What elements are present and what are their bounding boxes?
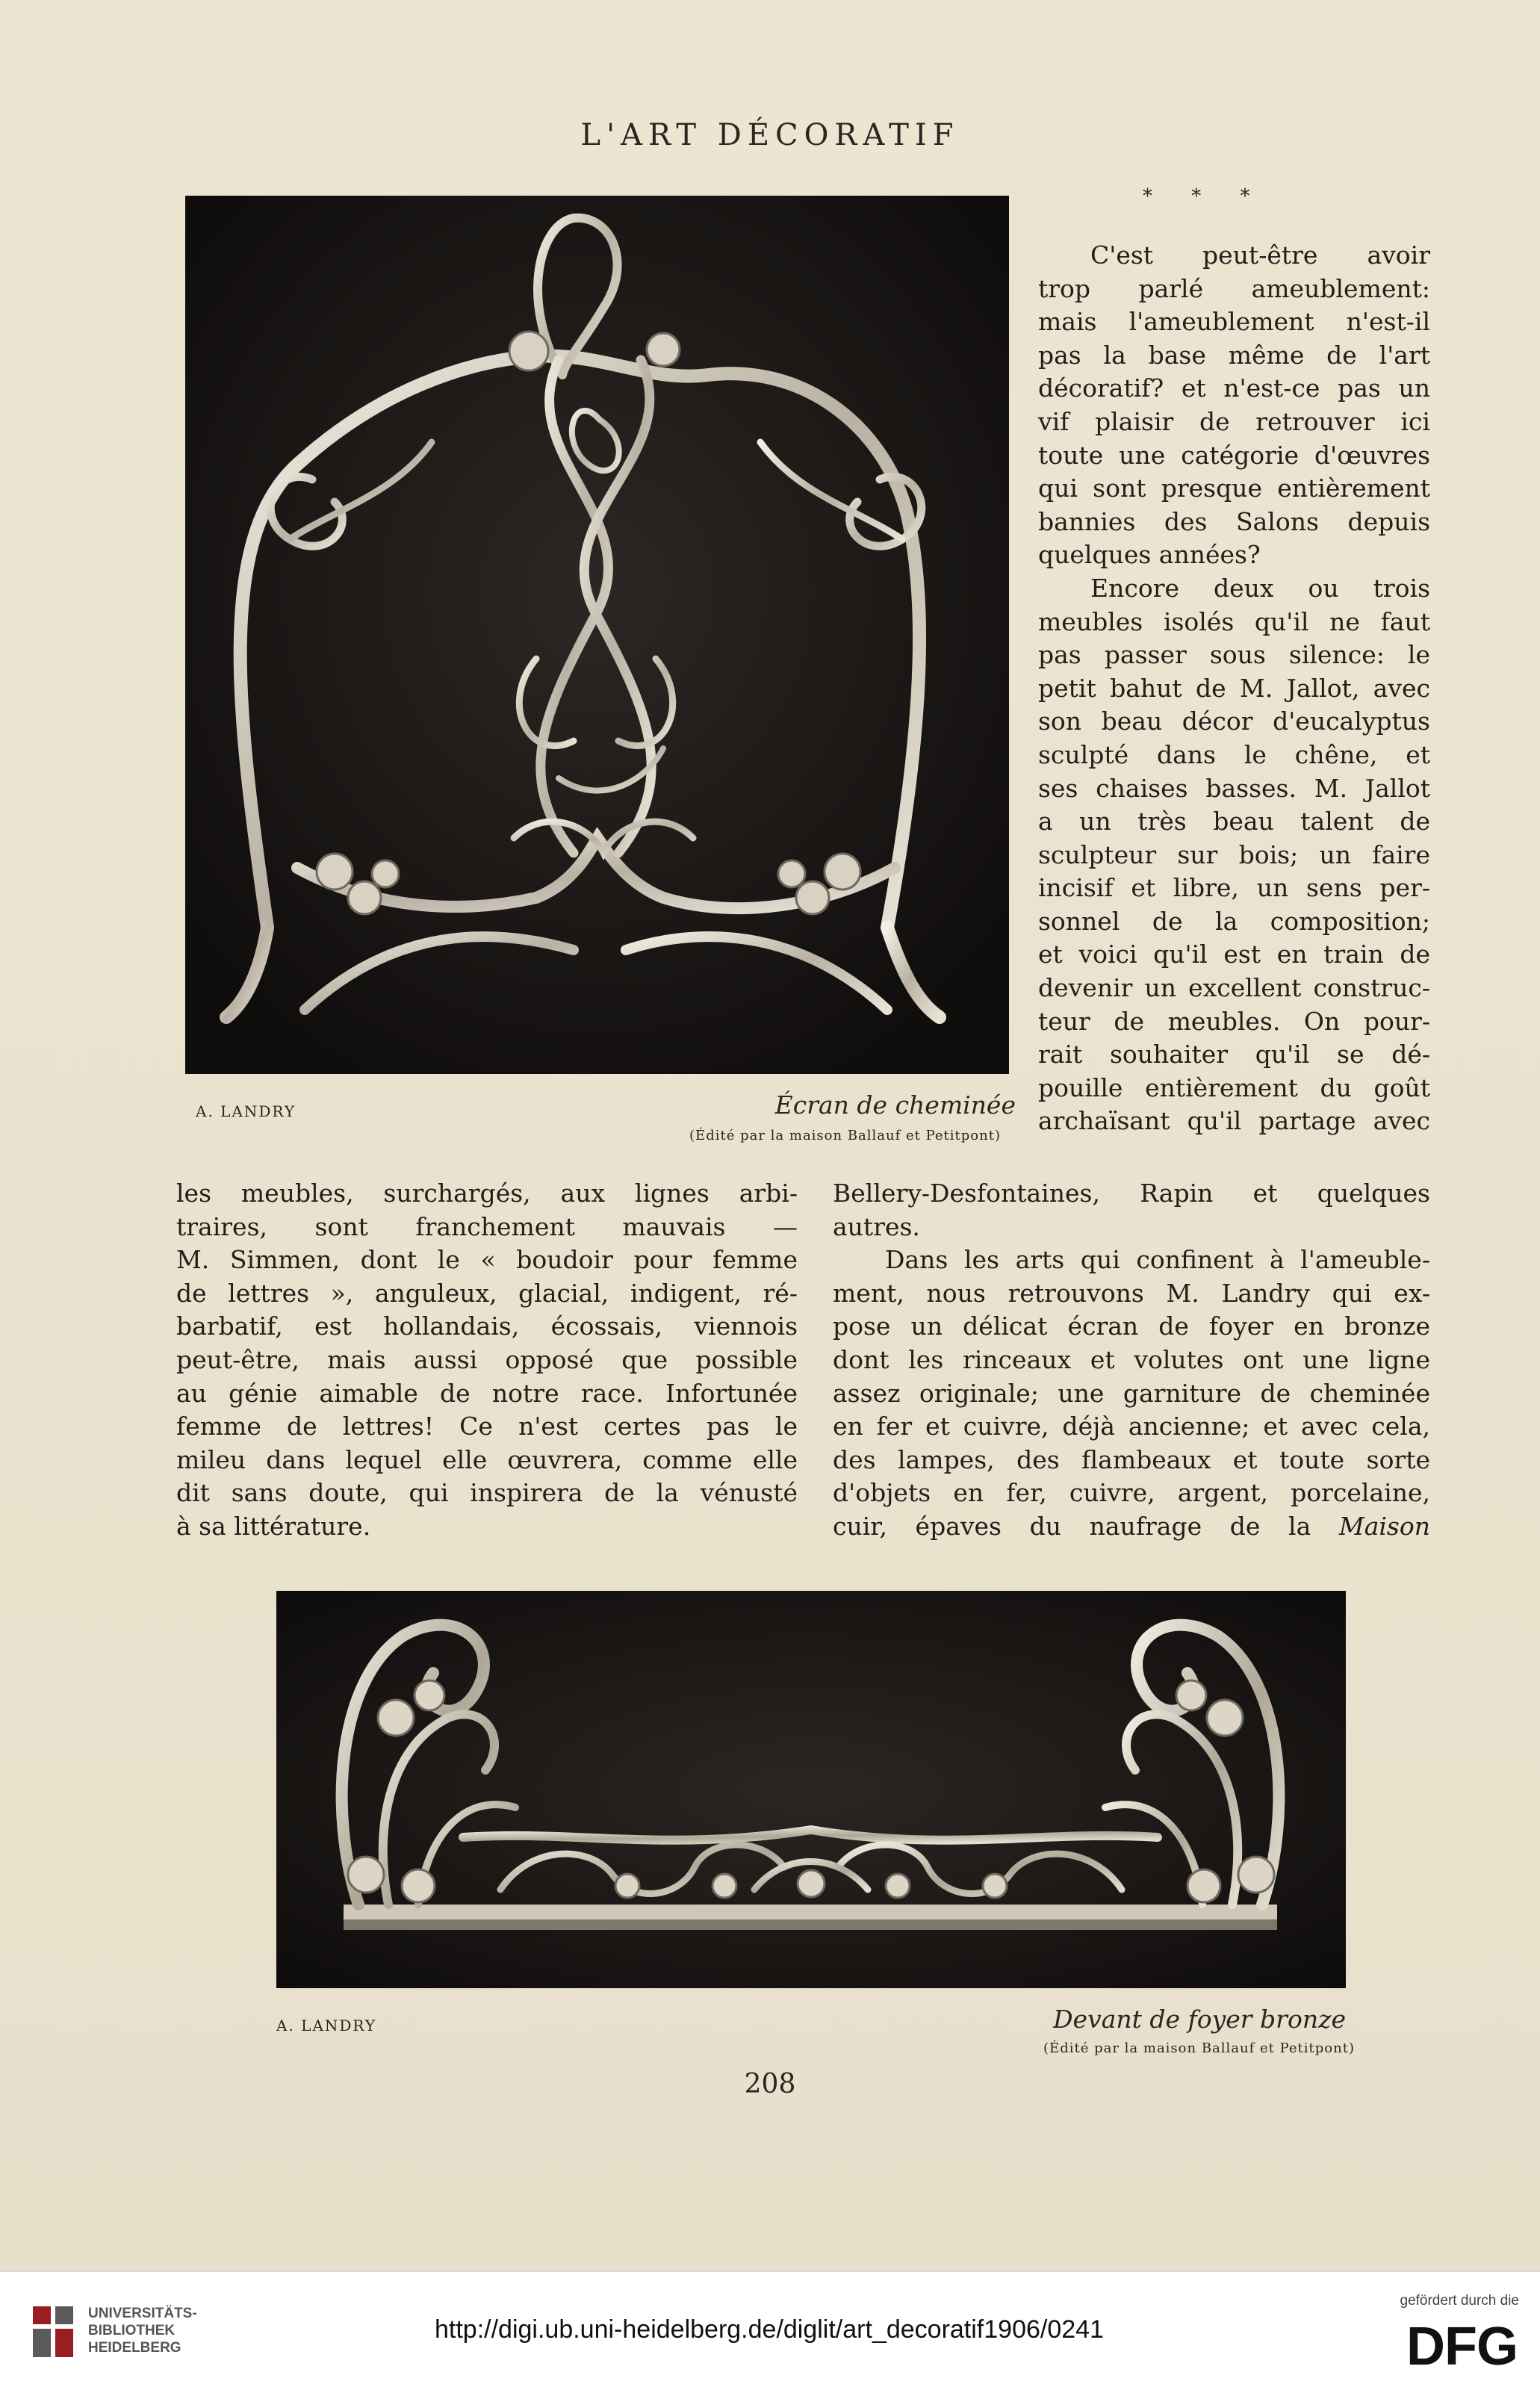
text-line: C'est peut-être avoir <box>1090 240 1430 270</box>
text-line: rait souhaiter qu'il se dé- <box>1038 1040 1430 1070</box>
plate-fender-photo <box>276 1591 1346 1988</box>
text-line: pas passer sous silence: le <box>1038 640 1430 670</box>
text-line: barbatif, est hollandais, écossais, viennois <box>176 1312 798 1341</box>
italic-word-maison: Maison <box>1311 1511 1430 1541</box>
right-column-bottom <box>833 1177 1430 1544</box>
plate1-author: A. LANDRY <box>196 1102 296 1120</box>
text-line: Dans les arts qui confinent à l'ameuble- <box>885 1245 1430 1275</box>
text-line: cuir, épaves du naufrage de la Maison <box>833 1511 1430 1541</box>
text-line: traires, sont franchement mauvais — <box>176 1211 798 1241</box>
text-line: bannies des Salons depuis <box>1038 506 1430 536</box>
sponsor-label: gefördert durch die <box>1400 2293 1519 2309</box>
text-line: assez originale; une garniture de cheminée <box>833 1378 1430 1408</box>
plate2-edition: (Édité par la maison Ballauf et Petitpont) <box>1043 2040 1355 2056</box>
text-line: des lampes, des flambeaux et toute sorte <box>833 1444 1430 1474</box>
plate-fire-screen-photo <box>185 196 1009 1074</box>
text-line: pose un délicat écran de foyer en bronze <box>833 1312 1430 1341</box>
text-line: ment, nous retrouvons M. Landry qui ex- <box>833 1278 1430 1308</box>
left-column <box>176 1177 798 1544</box>
plate2-title: Devant de foyer bronze <box>1053 2005 1346 2034</box>
text-line: devenir un excellent construc- <box>1038 973 1430 1003</box>
text-line: femme de lettres! Ce n'est certes pas le <box>176 1412 798 1441</box>
text-line: vif plaisir de retrouver ici <box>1038 406 1430 436</box>
text-line: pas la base même de l'art <box>1038 340 1430 370</box>
text-line: son beau décor d'eucalyptus <box>1038 707 1430 736</box>
text-line: toute une catégorie d'œuvres <box>1038 440 1430 470</box>
text-line: autres. <box>833 1211 920 1241</box>
text-line: meubles isolés qu'il ne faut <box>1038 606 1430 636</box>
text-line: archaïsant qu'il partage avec <box>1038 1106 1430 1136</box>
plate1-edition: (Édité par la maison Ballauf et Petitpont) <box>689 1128 1001 1143</box>
text-line: sculpté dans le chêne, et <box>1038 739 1430 769</box>
page-number: 208 <box>744 2069 796 2099</box>
university-library-logo-icon <box>30 2302 78 2362</box>
text-line: petit bahut de M. Jallot, avec <box>1038 673 1430 703</box>
text-line: sonnel de la composition; <box>1038 906 1430 936</box>
text-line: teur de meubles. On pour- <box>1038 1006 1430 1036</box>
text-line: incisif et libre, un sens per- <box>1038 873 1430 903</box>
text-line: sculpteur sur bois; un faire <box>1038 839 1430 869</box>
plate2-author: A. LANDRY <box>276 2017 377 2034</box>
library-name-line3: HEIDELBERG <box>88 2340 181 2356</box>
permalink-url[interactable]: http://digi.ub.uni-heidelberg.de/diglit/art_decoratif1906/0241 <box>435 2315 1104 2344</box>
text-line: à sa littérature. <box>176 1511 371 1541</box>
library-name-line2: BIBLIOTHEK <box>88 2323 176 2338</box>
text-line: d'objets en fer, cuivre, argent, porcelaine, <box>833 1478 1430 1508</box>
text-line: pouille entièrement du goût <box>1038 1073 1430 1102</box>
footer-bar <box>0 2270 1540 2387</box>
text-line: en fer et cuivre, déjà ancienne; et avec cela, <box>833 1412 1430 1441</box>
text-line: M. Simmen, dont le « boudoir pour femme <box>176 1245 798 1275</box>
text-line: peut-être, mais aussi opposé que possible <box>176 1344 798 1374</box>
text-line: ses chaises basses. M. Jallot <box>1038 773 1430 803</box>
section-asterism: * * * <box>1143 185 1267 208</box>
text-line: mais l'ameublement n'est-il <box>1038 307 1430 337</box>
text-line: et voici qu'il est en train de <box>1038 940 1430 969</box>
text-line: décoratif? et n'est-ce pas un <box>1038 373 1430 403</box>
plate1-title: Écran de cheminée <box>774 1090 1016 1120</box>
text-line: Bellery-Desfontaines, Rapin et quelques <box>833 1179 1430 1208</box>
library-name <box>88 2305 197 2356</box>
right-column-top <box>1038 239 1430 1138</box>
text-line: trop parlé ameublement: <box>1038 273 1430 303</box>
text-line: au génie aimable de notre race. Infortunée <box>176 1378 798 1408</box>
text-line: de lettres », anguleux, glacial, indigent, ré- <box>176 1278 798 1308</box>
library-name-line1: UNIVERSITÄTS- <box>88 2306 197 2321</box>
text-line: dit sans doute, qui inspirera de la vénusté <box>176 1478 798 1508</box>
text-line: a un très beau talent de <box>1038 807 1430 836</box>
text-line: qui sont presque entièrement <box>1038 474 1430 503</box>
text-line: les meubles, surchargés, aux lignes arbi- <box>176 1179 798 1208</box>
text-line: mileu dans lequel elle œuvrera, comme elle <box>176 1444 798 1474</box>
text-line: dont les rinceaux et volutes ont une ligne <box>833 1344 1430 1374</box>
text-line: Encore deux ou trois <box>1090 573 1430 603</box>
running-head: L'ART DÉCORATIF <box>580 118 960 152</box>
text-line: quelques années? <box>1038 540 1261 570</box>
dfg-logo: DFG <box>1406 2317 1518 2377</box>
